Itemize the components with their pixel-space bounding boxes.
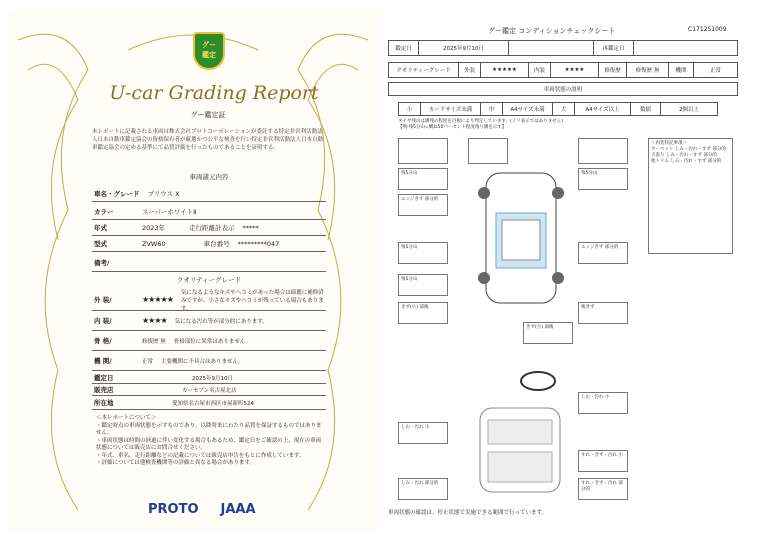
steering-wheel-icon — [518, 370, 558, 392]
damage-label: 残5分山 — [398, 168, 448, 190]
row-grade: 車名・グレード プリウス X — [92, 186, 326, 202]
grading-report — [8, 10, 378, 530]
goo-badge-icon: グー 鑑定 — [193, 32, 225, 70]
damage-label: すれ・きず・汚れ 小 — [578, 450, 628, 472]
damage-label: エッジきず 部分的 — [398, 194, 448, 216]
row-exterior: 外 装/ ★★★★★ 気になるようなキズやヘコミがあった場合は綺麗に補修済みですが、小さなキズやヘコミが残っている場合もあります。 — [92, 289, 326, 311]
row-date: 鑑定日 2025年9月10日 — [92, 372, 326, 384]
proto-logo: PROTO — [148, 502, 199, 517]
damage-label: 残5分山 — [398, 274, 448, 296]
panel-box — [398, 138, 448, 164]
legend-note2: 【例:残5分山=概ね50パーセント程度残り溝を示す】 — [398, 125, 507, 130]
damage-label: きず(小) 部後 — [523, 322, 573, 344]
row-remarks: 備考/ — [92, 254, 326, 272]
damage-label: すれ・きず・汚れ 部分的 — [578, 478, 628, 500]
quality-title: クオリティーグレード — [176, 276, 242, 284]
damage-label: エッジきず 部分的 — [578, 242, 628, 264]
row-model: 型式 ZVW60 車台番号 *********047 — [92, 236, 326, 252]
damage-label: しみ・汚れ 部分的 — [398, 478, 448, 500]
row-color: カラー スーパーホワイトⅡ — [92, 204, 326, 220]
row-year: 年式 2023年 走行距離計表示 ***** — [92, 220, 326, 236]
damage-label: しわ・汚れ 小 — [398, 422, 448, 444]
report-title: U-car Grading Report — [109, 82, 319, 104]
row-dealer: 販売店 カーセブン名古屋北店 — [92, 384, 326, 396]
legend-note1: タイヤ残山は溝残の程度を目視により判定しています。(ミリ表示ではありません) — [398, 119, 564, 124]
sheet-code: C171251009 — [688, 26, 727, 33]
damage-label: 残5分山 — [398, 242, 448, 264]
damage-label: 残5分山 — [578, 168, 628, 190]
damage-label: しわ・汚れ 小 — [578, 392, 628, 414]
row-frame: 骨 格/ 修復歴 無 骨格部位に異常はありません。 — [92, 331, 326, 351]
damage-label: 後きず — [578, 302, 628, 324]
panel-box — [468, 138, 508, 164]
legend-title: 車両状態の説明 — [388, 82, 738, 96]
notes-list: ＜本レポートについて＞ ・鑑定時点の車両状態を示すものであり、以降将来にわたり品質を保証するものではありません。 ・車両状態は時間の経過に伴い変化する場合もあるため、鑑定日をご確認の上、現在の車両状態については販売店にお問合せください。 ・年式、車名、走行距離などの記載については販売店申告をもとに作成しています。 ・評価については他検査機関等の評価と異なる場合があります。 — [96, 415, 322, 466]
logos — [148, 502, 256, 517]
row-engine: 機 関/ 正常 主要機関に不具合はありません。 — [92, 351, 326, 371]
specs-title: 車両諸元内容 — [189, 173, 229, 181]
condition-sheet — [388, 22, 740, 522]
interior-notes: ＜内装特記事項＞ カーペット しみ・汚れ・すず 部分的 天張り しみ・汚れ・すず 部分的 他トリム しみ・汚れ・すず 部分的 — [648, 138, 733, 254]
row-address: 所在地 愛知県名古屋市西区市屋新町524 — [92, 396, 326, 410]
intro-text: 本レポートに記載される車両は株式会社プロトコーポレーションが委託する特定非営利活動法人日本自動車鑑定協会の資格保有者が厳選かつ公平な検査を行い特定非営利活動法人日本自動車鑑定協会の定める基準にて品質評価を行ったものであることを証明する。 — [92, 129, 324, 152]
car-top-diagram — [476, 168, 566, 308]
sheet-title: グー鑑定 コンディションチェックシート — [488, 27, 616, 35]
damage-label: きず(小) 部後 — [398, 302, 448, 324]
row-interior: 内 装/ ★★★★ 気になる汚れ等が部分的にあります。 — [92, 311, 326, 331]
jaaa-logo: JAAA — [220, 502, 256, 517]
grade-table: クオリティーグレード 外装 ★★★★★ 内装 ★★★★ 修復歴 修復歴 無 機関 正常 — [388, 62, 738, 78]
report-subtitle: グー鑑定証 — [190, 111, 226, 119]
legend-table: 小 カードサイズ未満 中 A4サイズ未満 大 A4サイズ以上 数値 2個以上 — [398, 102, 718, 116]
sheet-footer: 車両状態の確認は、停止状態で実施できる範囲で行っています。 — [388, 510, 548, 516]
interior-diagram — [470, 400, 570, 500]
date-table: 鑑定日 2025年9月10日 再鑑定日 — [388, 40, 738, 56]
panel-box — [578, 138, 628, 164]
